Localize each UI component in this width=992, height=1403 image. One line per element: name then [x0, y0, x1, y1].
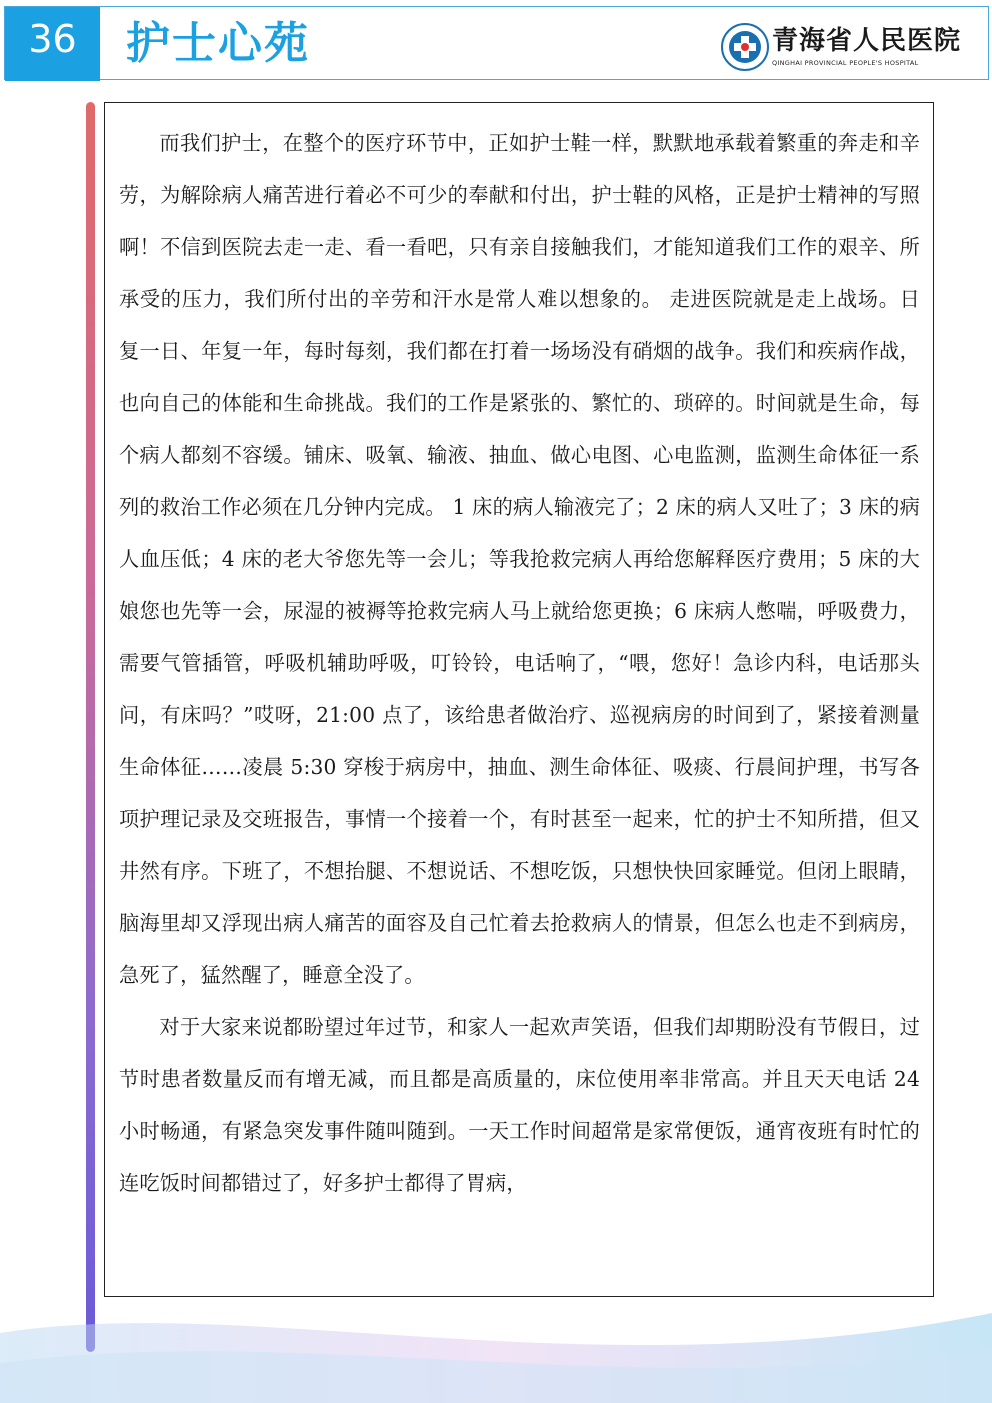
- article-paragraph: 对于大家来说都盼望过年过节，和家人一起欢声笑语，但我们却期盼没有节假日，过节时患者数量反而有增无减，而且都是高质量的，床位使用率非常高。并且天天电话 24 小时畅通，有紧急突发事件随叫随到。一天工作时间超常是家常便饭，通宵夜班有时忙的连吃饭时间都错过了，好多护士都得了胃病，: [119, 1015, 920, 1195]
- article-text-box: [104, 102, 934, 1297]
- decorative-side-bar: [86, 102, 95, 1352]
- hospital-logo-icon: [720, 22, 770, 72]
- hospital-name: 青海省人民医院: [772, 26, 962, 56]
- magazine-title: 护士心苑: [126, 18, 310, 69]
- article-paragraph: 而我们护士，在整个的医疗环节中，正如护士鞋一样，默默地承载着繁重的奔走和辛劳，为解除病人痛苦进行着必不可少的奉献和付出，护士鞋的风格，正是护士精神的写照啊！不信到医院去走一走、看一看吧，只有亲自接触我们，才能知道我们工作的艰辛、所承受的压力，我们所付出的辛劳和汗水是常人难以想象的。 走进医院就是走上战场。日复一日、年复一年，每时每刻，我们都在打着一场场没有硝烟的战争。我们和疾病作战，也向自己的体能和生命挑战。我们的工作是紧张的、繁忙的、琐碎的。时间就是生命，每个病人都刻不容缓。铺床、吸氧、输液、抽血、做心电图、心电监测，监测生命体征一系列的救治工作必须在几分钟内完成。 1 床的病人输液完了；2 床的病人又吐了；3 床的病人血压低；4 床的老大爷您先等一会儿；等我抢救完病人再给您解释医疗费用；5 床的大娘您也先等一会，尿湿的被褥等抢救完病人马上就给您更换；6 床病人憋喘，呼吸费力，需要气管插管，呼吸机辅助呼吸，叮铃铃，电话响了，“喂，您好！急诊内科，电话那头问，有床吗？”哎呀，21:00 点了，该给患者做治疗、巡视病房的时间到了，紧接着测量生命体征……凌晨 5:30 穿梭于病房中，抽血、测生命体征、吸痰、行晨间护理，书写各项护理记录及交班报告，事情一个接着一个，有时甚至一起来，忙的护士不知所措，但又井然有序。下班了，不想抬腿、不想说话、不想吃饭，只想快快回家睡觉。但闭上眼睛，脑海里却又浮现出病人痛苦的面容及自己忙着去抢救病人的情景，但怎么也走不到病房，急死了，猛然醒了，睡意全没了。: [119, 131, 920, 987]
- page-number: 36: [5, 7, 100, 81]
- hospital-name-english: QINGHAI PROVINCIAL PEOPLE'S HOSPITAL: [772, 59, 919, 67]
